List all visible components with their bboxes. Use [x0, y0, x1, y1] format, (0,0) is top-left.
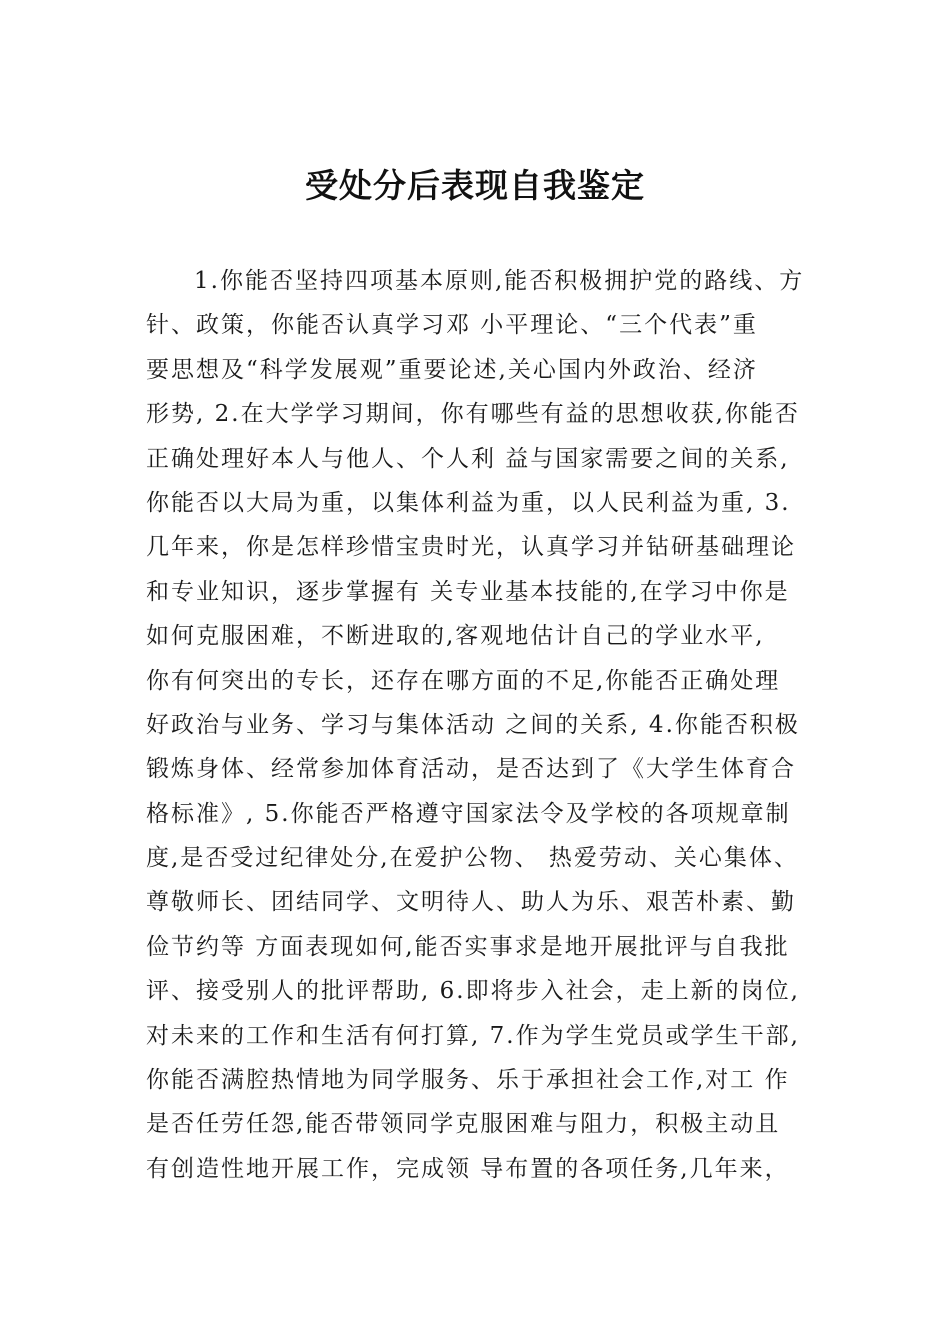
body-line: 度,是否受过纪律处分,在爱护公物、 热爱劳动、关心集体、 — [146, 845, 799, 872]
body-line: 你能否满腔热情地为同学服务、乐于承担社会工作,对工 作 — [146, 1067, 790, 1094]
body-line: 有创造性地开展工作，完成领 导布置的各项任务,几年来， — [146, 1155, 790, 1182]
body-line: 1.你能否坚持四项基本原则,能否积极拥护党的路线、方 — [194, 268, 805, 294]
body-line: 要思想及“科学发展观”重要论述,关心国内外政治、经济 — [146, 356, 758, 383]
body-line: 好政治与业务、学习与集体活动 之间的关系, 4.你能否积极 — [146, 711, 800, 738]
body-line: 你有何突出的专长，还存在哪方面的不足,你能否正确处理 — [146, 667, 781, 694]
body-line: 是否任劳任怨,能否带领同学克服困难与阻力，积极主动且 — [146, 1111, 781, 1138]
body-line: 你能否以大局为重，以集体利益为重，以人民利益为重, 3. — [146, 489, 791, 516]
body-line: 格标准》, 5.你能否严格遵守国家法令及学校的各项规章制 — [146, 800, 791, 827]
body-line: 对未来的工作和生活有何打算, 7.作为学生党员或学生干部, — [146, 1022, 800, 1049]
body-line: 评、接受别人的批评帮助, 6.即将步入社会，走上新的岗位, — [146, 978, 800, 1005]
body-line: 正确处理好本人与他人、个人利 益与国家需要之间的关系, — [146, 445, 790, 472]
body-line: 针、政策，你能否认真学习邓 小平理论、“三个代表”重 — [146, 312, 758, 339]
document-body — [146, 259, 816, 1191]
body-line: 如何克服困难，不断进取的,客观地估计自己的学业水平, — [146, 623, 765, 650]
body-line: 锻炼身体、经常参加体育活动，是否达到了《大学生体育合 — [146, 756, 796, 783]
document-title: 受处分后表现自我鉴定 — [305, 166, 645, 205]
body-line: 尊敬师长、团结同学、文明待人、助人为乐、艰苦朴素、勤 — [146, 889, 796, 916]
body-line: 和专业知识，逐步掌握有 关专业基本技能的,在学习中你是 — [146, 578, 790, 605]
body-line: 俭节约等 方面表现如何,能否实事求是地开展批评与自我批 — [146, 933, 790, 960]
body-line: 几年来，你是怎样珍惜宝贵时光，认真学习并钻研基础理论 — [146, 534, 796, 561]
body-line: 形势, 2.在大学学习期间，你有哪些有益的思想收获,你能否 — [146, 401, 800, 428]
